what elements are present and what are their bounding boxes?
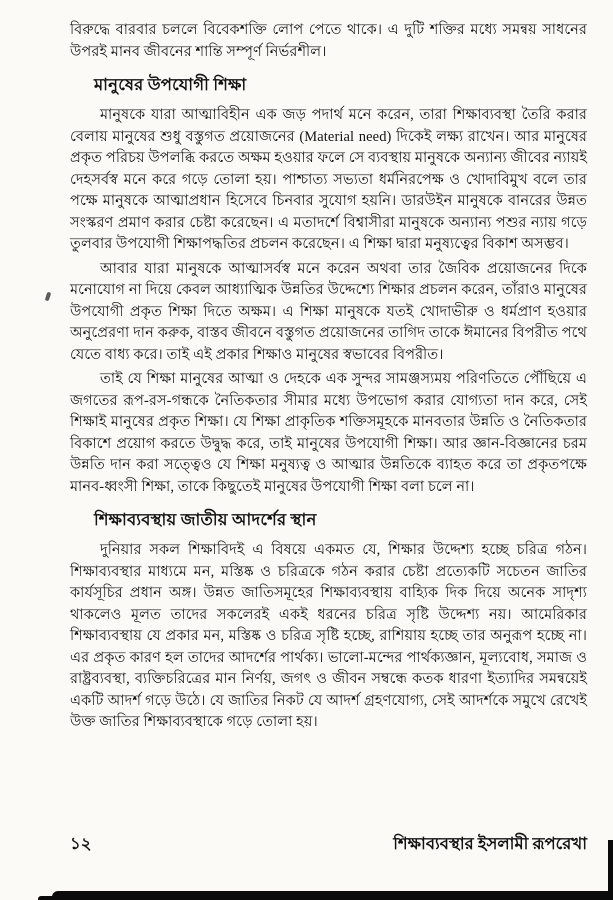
paragraph: আবার যারা মানুষকে আত্মাসর্বস্ব মনে করেন অথবা তার জৈবিক প্রয়োজনের দিকে মনোযোগ না দিয়ে কেবল আধ্যাত্মিক উন্নতির উদ্দেশ্যে শিক্ষার প্রচলন করেন, তাঁরাও মানুষের উপযোগী প্রকৃত শিক্ষা দিতে অক্ষম। এ শিক্ষা মানুষকে যতই খোদাভীরু ও ধর্মপ্রাণ হওয়ার অনুপ্রেরণা দান করুক, বাস্তব জীবনে বস্তুগত প্রয়োজনের তাগিদ তাকে ঈমানের বিপরীত পথে যেতে বাধ্য করে। তাই এই প্রকার শিক্ষাও মানুষের স্বভাবের বিপরীত। (70, 260, 587, 363)
page-footer (70, 831, 587, 858)
paragraph: দুনিয়ার সকল শিক্ষাবিদই এ বিষয়ে একমত যে, শিক্ষার উদ্দেশ্য হচ্ছে চরিত্র গঠন। শিক্ষাব্যবস্থার মাধ্যমে মন, মস্তিষ্ক ও চরিত্রকে গঠন করার চেষ্টা প্রত্যেকটি সচেতন জাতির কার্যসূচির প্রধান অঙ্গ। উন্নত জাতিসমূহের শিক্ষাব্যবস্থায় বাহ্যিক দিক দিয়ে অনেক সাদৃশ্য থাকলেও মূলত তাদের সকলেরই একই ধরনের চরিত্র সৃষ্টি উদ্দেশ্য নয়। আমেরিকার শিক্ষাব্যবস্থায় যে প্রকার মন, মস্তিষ্ক ও চরিত্র সৃষ্টি হচ্ছে, রাশিয়ায় হচ্ছে তার অনুরূপ হচ্ছে না। এর প্রকৃত কারণ হল তাদের আদর্শের পার্থক্য। ভালো-মন্দের পার্থক্যজ্ঞান, মূল্যবোধ, সমাজ ও রাষ্ট্রব্যবস্থা, ব্যক্তিচরিত্রের মান নির্ণয়, জগৎ ও জীবন সম্বন্ধে কতক ধারণা ইত্যাদির সমন্বয়েই একটি আদর্শ গড়ে উঠে। যে জাতির নিকট যে আদর্শ গ্রহণযোগ্য, সেই আদর্শকে সমুখে রেখেই উক্ত জাতির শিক্ষাব্যবস্থাকে গড়ে তোলা হয়। (70, 542, 587, 730)
paragraph: মানুষকে যারা আত্মাবিহীন এক জড় পদার্থ মনে করেন, তারা শিক্ষাব্যবস্থা তৈরি করার বেলায় মানুষের শুধু বস্তুগত প্রয়োজনের (Material need) দিকেই লক্ষ্য রাখেন। আর মানুষের প্রকৃত পরিচয় উপলব্ধি করতে অক্ষম হওয়ার ফলে সে ব্যবস্থায় মানুষকে অন্যান্য জীবের ন্যায়ই দেহসর্বস্ব মনে করে গড়ে তোলা হয়। পাশ্চাত্য সভ্যতা ধর্মনিরপেক্ষ ও খোদাবিমুখ বলে তার পক্ষে মানুষকে আত্মাপ্রধান হিসেবে চিনবার সুযোগ হয়নি। ডারউইন মানুষকে বানরের উন্নত সংস্করণ প্রমাণ করার চেষ্টা করেছেন। এ মতাদর্শে বিশ্বাসীরা মানুষকে অন্যান্য পশুর ন্যায় গড়ে তুলবার উপযোগী শিক্ষাপদ্ধতির প্রচলন করেছেন। এ শিক্ষা দ্বারা মনুষ্যত্বের বিকাশ অসম্ভব। (70, 107, 587, 252)
scan-edge-right (608, 840, 613, 900)
scan-artifact-mark (45, 292, 52, 302)
book-title: শিক্ষাব্যবস্থার ইসলামী রূপরেখা (393, 834, 587, 853)
scan-edge-bottom (52, 891, 613, 900)
page-number: ১২ (70, 834, 92, 853)
paragraph: তাই যে শিক্ষা মানুষের আত্মা ও দেহকে এক সুন্দর সামঞ্জস্যময় পরিণতিতে পৌঁছিয়ে এ জগতের রূপ-রস-গন্ধকে নৈতিকতার সীমার মধ্যে উপভোগ করার যোগ্যতা দান করে, সেই শিক্ষাই মানুষের প্রকৃত শিক্ষা। যে শিক্ষা প্রাকৃতিক শক্তিসমূহকে মানবতার উন্নতি ও নৈতিকতার বিকাশে প্রয়োগ করতে উদ্বুদ্ধ করে, তাই মানুষের উপযোগী শিক্ষা। আর জ্ঞান-বিজ্ঞানের চরম উন্নতি দান করা সত্ত্বেও যে শিক্ষা মনুষ্যত্ব ও আত্মার উন্নতিকে ব্যাহত করে তা প্রকৃতপক্ষে মানব-ধ্বংসী শিক্ষা, তাকে কিছুতেই মানুষের উপযোগী শিক্ষা বলা চলে না। (70, 371, 587, 495)
page-content (70, 20, 587, 737)
section-heading-manusher-upojogi-shikkha: মানুষের উপযোগী শিক্ষা (94, 75, 247, 94)
intro-paragraph: বিরুদ্ধে বারবার চললে বিবেকশক্তি লোপ পেতে থাকে। এ দুটি শক্তির মধ্যে সমন্বয় সাধনের উপরই মানব জীবনের শান্তি সম্পূর্ণ নির্ভরশীল। (70, 22, 587, 60)
section-heading-jatiyo-adorsher-sthan: শিক্ষাব্যবস্থায় জাতীয় আদর্শের স্থান (94, 510, 317, 529)
